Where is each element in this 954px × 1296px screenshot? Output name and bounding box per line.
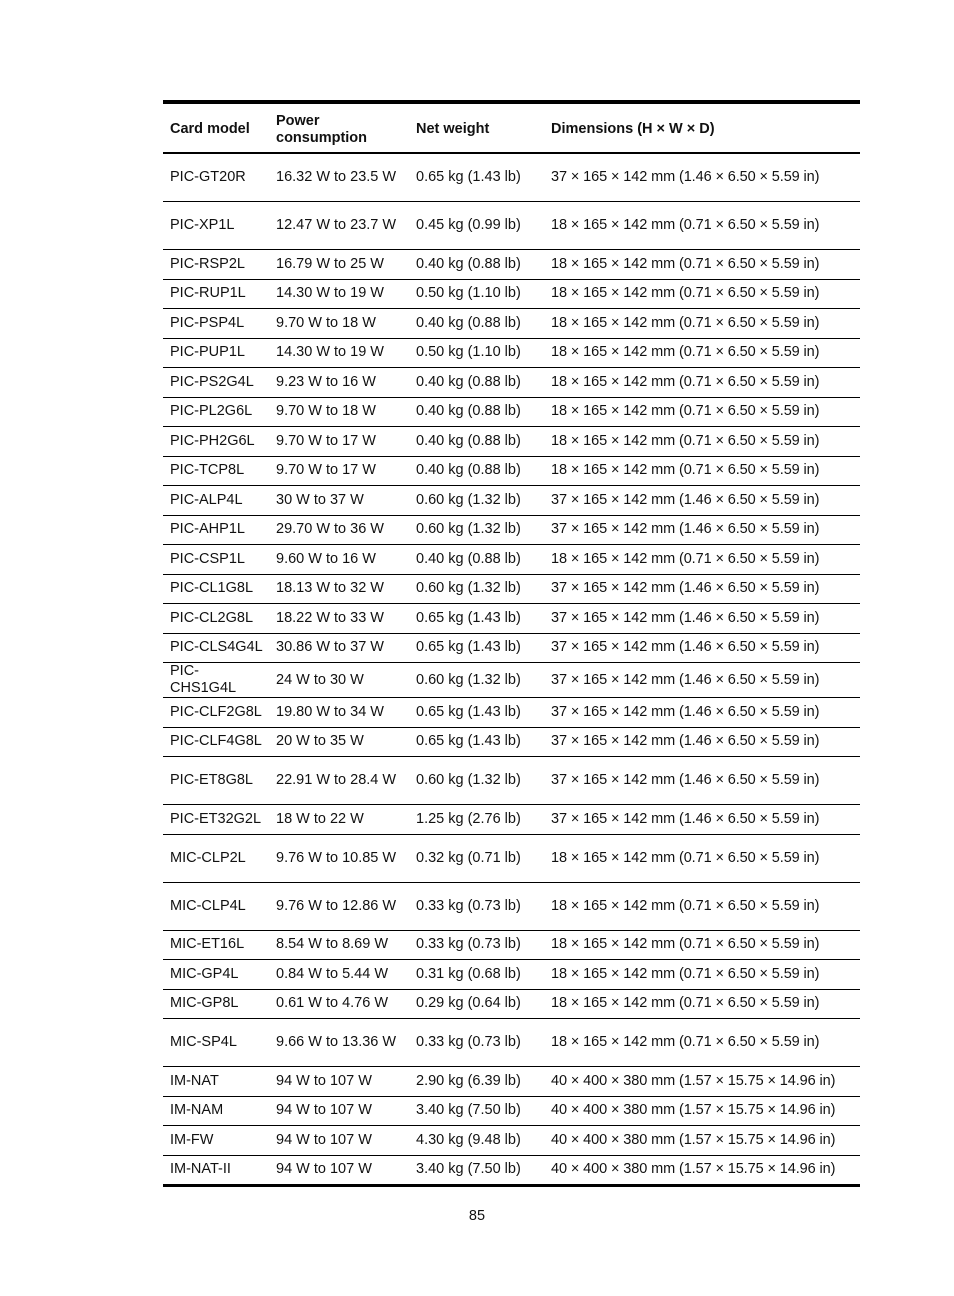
cell-dimensions: 37 × 165 × 142 mm (1.46 × 6.50 × 5.59 in) bbox=[544, 805, 860, 835]
table-header bbox=[163, 102, 860, 153]
header-card-model: Card model bbox=[163, 102, 269, 153]
table-row bbox=[163, 727, 860, 757]
cell-card-model: PIC-TCP8L bbox=[163, 456, 269, 486]
cell-power-consumption: 22.91 W to 28.4 W bbox=[269, 757, 409, 805]
table-row bbox=[163, 153, 860, 202]
header-net-weight: Net weight bbox=[409, 102, 544, 153]
cell-power-consumption: 16.32 W to 23.5 W bbox=[269, 153, 409, 202]
cell-card-model: PIC-CL2G8L bbox=[163, 604, 269, 634]
table-row bbox=[163, 545, 860, 575]
cell-dimensions: 18 × 165 × 142 mm (0.71 × 6.50 × 5.59 in) bbox=[544, 545, 860, 575]
page-number: 85 bbox=[468, 1208, 486, 1224]
cell-dimensions: 37 × 165 × 142 mm (1.46 × 6.50 × 5.59 in) bbox=[544, 153, 860, 202]
cell-net-weight: 3.40 kg (7.50 lb) bbox=[409, 1096, 544, 1126]
table-row bbox=[163, 834, 860, 882]
table-row bbox=[163, 486, 860, 516]
cell-card-model: PIC-RSP2L bbox=[163, 250, 269, 280]
cell-dimensions: 18 × 165 × 142 mm (0.71 × 6.50 × 5.59 in) bbox=[544, 882, 860, 930]
cell-dimensions: 37 × 165 × 142 mm (1.46 × 6.50 × 5.59 in) bbox=[544, 604, 860, 634]
table-row bbox=[163, 202, 860, 250]
table-row bbox=[163, 1096, 860, 1126]
cell-card-model: PIC-CLS4G4L bbox=[163, 633, 269, 663]
cell-dimensions: 18 × 165 × 142 mm (0.71 × 6.50 × 5.59 in) bbox=[544, 930, 860, 960]
table-row bbox=[163, 338, 860, 368]
cell-dimensions: 18 × 165 × 142 mm (0.71 × 6.50 × 5.59 in) bbox=[544, 202, 860, 250]
table-row bbox=[163, 309, 860, 339]
table-row bbox=[163, 698, 860, 728]
table-row bbox=[163, 1155, 860, 1186]
cell-net-weight: 0.60 kg (1.32 lb) bbox=[409, 486, 544, 516]
cell-card-model: IM-NAT-II bbox=[170, 1161, 231, 1178]
cell-power-consumption: 20 W to 35 W bbox=[269, 727, 409, 757]
table-row bbox=[163, 805, 860, 835]
header-row bbox=[163, 102, 860, 153]
cell-card-model: MIC-CLP2L bbox=[163, 834, 269, 882]
cell-dimensions: 37 × 165 × 142 mm (1.46 × 6.50 × 5.59 in) bbox=[544, 633, 860, 663]
cell-card-model: PIC-PUP1L bbox=[163, 338, 269, 368]
cell-net-weight: 0.40 kg (0.88 lb) bbox=[409, 368, 544, 398]
table-row bbox=[163, 757, 860, 805]
cell-net-weight: 0.40 kg (0.88 lb) bbox=[409, 456, 544, 486]
cell-net-weight: 0.60 kg (1.32 lb) bbox=[409, 663, 544, 698]
cell-card-model: PIC-CLF4G8L bbox=[163, 727, 269, 757]
cell-dimensions: 18 × 165 × 142 mm (0.71 × 6.50 × 5.59 in) bbox=[544, 338, 860, 368]
cell-dimensions: 18 × 165 × 142 mm (0.71 × 6.50 × 5.59 in) bbox=[544, 1019, 860, 1067]
cell-card-model: PIC-PS2G4L bbox=[163, 368, 269, 398]
cell-net-weight: 0.50 kg (1.10 lb) bbox=[409, 338, 544, 368]
cell-power-consumption: 0.61 W to 4.76 W bbox=[269, 989, 409, 1019]
cell-net-weight: 0.60 kg (1.32 lb) bbox=[409, 574, 544, 604]
cell-power-consumption: 9.70 W to 18 W bbox=[269, 397, 409, 427]
cell-net-weight: 0.40 kg (0.88 lb) bbox=[409, 427, 544, 457]
cell-power-consumption: 9.76 W to 10.85 W bbox=[269, 834, 409, 882]
table-row bbox=[163, 368, 860, 398]
cell-power-consumption: 9.70 W to 17 W bbox=[269, 427, 409, 457]
cell-card-model: MIC-CLP4L bbox=[163, 882, 269, 930]
cell-dimensions: 37 × 165 × 142 mm (1.46 × 6.50 × 5.59 in) bbox=[544, 727, 860, 757]
cell-power-consumption: 9.23 W to 16 W bbox=[269, 368, 409, 398]
specifications-table bbox=[163, 100, 860, 1187]
cell-card-model: PIC-CLF2G8L bbox=[163, 698, 269, 728]
cell-dimensions: 18 × 165 × 142 mm (0.71 × 6.50 × 5.59 in) bbox=[544, 456, 860, 486]
header-power-consumption: Power consumption bbox=[269, 102, 409, 153]
cell-card-model: PIC-PSP4L bbox=[163, 309, 269, 339]
cell-power-consumption: 29.70 W to 36 W bbox=[269, 515, 409, 545]
table-row bbox=[163, 250, 860, 280]
cell-power-consumption: 14.30 W to 19 W bbox=[269, 338, 409, 368]
cell-power-consumption: 18 W to 22 W bbox=[269, 805, 409, 835]
table-row bbox=[163, 604, 860, 634]
cell-card-model: PIC-PH2G6L bbox=[163, 427, 269, 457]
cell-card-model: PIC-ALP4L bbox=[163, 486, 269, 516]
cell-net-weight: 0.40 kg (0.88 lb) bbox=[409, 397, 544, 427]
table-row bbox=[163, 1067, 860, 1097]
cell-dimensions: 18 × 165 × 142 mm (0.71 × 6.50 × 5.59 in) bbox=[544, 427, 860, 457]
cell-dimensions: 18 × 165 × 142 mm (0.71 × 6.50 × 5.59 in) bbox=[544, 397, 860, 427]
cell-card-model: PIC-CSP1L bbox=[163, 545, 269, 575]
cell-card-model: PIC-PL2G6L bbox=[163, 397, 269, 427]
cell-dimensions: 37 × 165 × 142 mm (1.46 × 6.50 × 5.59 in) bbox=[544, 515, 860, 545]
cell-net-weight: 0.40 kg (0.88 lb) bbox=[409, 250, 544, 280]
cell-net-weight: 0.60 kg (1.32 lb) bbox=[409, 515, 544, 545]
cell-card-model: MIC-SP4L bbox=[163, 1019, 269, 1067]
table-row bbox=[163, 930, 860, 960]
cell-power-consumption: 30 W to 37 W bbox=[269, 486, 409, 516]
cell-net-weight: 0.65 kg (1.43 lb) bbox=[409, 604, 544, 634]
cell-power-consumption: 12.47 W to 23.7 W bbox=[269, 202, 409, 250]
cell-power-consumption: 94 W to 107 W bbox=[269, 1067, 409, 1097]
cell-card-model: PIC-AHP1L bbox=[163, 515, 269, 545]
cell-dimensions: 37 × 165 × 142 mm (1.46 × 6.50 × 5.59 in) bbox=[544, 663, 860, 698]
cell-dimensions: 18 × 165 × 142 mm (0.71 × 6.50 × 5.59 in) bbox=[544, 368, 860, 398]
cell-power-consumption: 8.54 W to 8.69 W bbox=[269, 930, 409, 960]
cell-net-weight: 0.60 kg (1.32 lb) bbox=[409, 757, 544, 805]
cell-card-model: PIC-CHS1G4L bbox=[163, 663, 269, 698]
cell-card-model: PIC-ET32G2L bbox=[163, 805, 269, 835]
cell-power-consumption: 94 W to 107 W bbox=[269, 1126, 409, 1156]
table-row bbox=[163, 633, 860, 663]
cell-card-model: IM-NAM bbox=[163, 1096, 269, 1126]
cell-dimensions: 18 × 165 × 142 mm (0.71 × 6.50 × 5.59 in) bbox=[544, 989, 860, 1019]
cell-card-model: MIC-GP4L bbox=[163, 960, 269, 990]
cell-power-consumption: 19.80 W to 34 W bbox=[269, 698, 409, 728]
cell-card-model: MIC-ET16L bbox=[163, 930, 269, 960]
cell-power-consumption: 9.70 W to 18 W bbox=[269, 309, 409, 339]
cell-power-consumption: 16.79 W to 25 W bbox=[269, 250, 409, 280]
cell-dimensions: 40 × 400 × 380 mm (1.57 × 15.75 × 14.96 in) bbox=[544, 1096, 860, 1126]
table-row bbox=[163, 279, 860, 309]
cell-net-weight: 0.33 kg (0.73 lb) bbox=[409, 1019, 544, 1067]
cell-net-weight: 0.45 kg (0.99 lb) bbox=[409, 202, 544, 250]
cell-power-consumption: 24 W to 30 W bbox=[269, 663, 409, 698]
cell-card-model: PIC-ET8G8L bbox=[163, 757, 269, 805]
cell-net-weight: 0.50 kg (1.10 lb) bbox=[409, 279, 544, 309]
cell-dimensions: 37 × 165 × 142 mm (1.46 × 6.50 × 5.59 in) bbox=[544, 698, 860, 728]
cell-dimensions: 37 × 165 × 142 mm (1.46 × 6.50 × 5.59 in) bbox=[544, 757, 860, 805]
cell-net-weight: 0.29 kg (0.64 lb) bbox=[409, 989, 544, 1019]
cell-net-weight: 0.33 kg (0.73 lb) bbox=[409, 930, 544, 960]
table-row bbox=[163, 960, 860, 990]
cell-net-weight: 0.65 kg (1.43 lb) bbox=[409, 698, 544, 728]
cell-dimensions: 18 × 165 × 142 mm (0.71 × 6.50 × 5.59 in) bbox=[544, 250, 860, 280]
cell-card-model: PIC-RUP1L bbox=[163, 279, 269, 309]
table-body bbox=[163, 153, 860, 1186]
cell-dimensions: 18 × 165 × 142 mm (0.71 × 6.50 × 5.59 in) bbox=[544, 960, 860, 990]
table-row bbox=[163, 989, 860, 1019]
cell-dimensions: 18 × 165 × 142 mm (0.71 × 6.50 × 5.59 in) bbox=[544, 834, 860, 882]
cell-net-weight: 0.65 kg (1.43 lb) bbox=[409, 633, 544, 663]
cell-net-weight: 1.25 kg (2.76 lb) bbox=[409, 805, 544, 835]
table-row bbox=[163, 574, 860, 604]
cell-dimensions: 40 × 400 × 380 mm (1.57 × 15.75 × 14.96 in) bbox=[544, 1126, 860, 1156]
cell-power-consumption: 9.66 W to 13.36 W bbox=[269, 1019, 409, 1067]
cell-power-consumption: 94 W to 107 W bbox=[276, 1161, 372, 1178]
cell-net-weight: 2.90 kg (6.39 lb) bbox=[409, 1067, 544, 1097]
cell-net-weight: 4.30 kg (9.48 lb) bbox=[409, 1126, 544, 1156]
cell-card-model: PIC-CL1G8L bbox=[163, 574, 269, 604]
cell-card-model: PIC-XP1L bbox=[163, 202, 269, 250]
cell-dimensions: 37 × 165 × 142 mm (1.46 × 6.50 × 5.59 in) bbox=[544, 574, 860, 604]
cell-net-weight: 3.40 kg (7.50 lb) bbox=[416, 1161, 521, 1178]
cell-power-consumption: 18.22 W to 33 W bbox=[269, 604, 409, 634]
cell-dimensions: 40 × 400 × 380 mm (1.57 × 15.75 × 14.96 in) bbox=[544, 1067, 860, 1097]
cell-net-weight: 0.40 kg (0.88 lb) bbox=[409, 309, 544, 339]
cell-net-weight: 0.33 kg (0.73 lb) bbox=[409, 882, 544, 930]
table-row bbox=[163, 397, 860, 427]
cell-net-weight: 0.31 kg (0.68 lb) bbox=[409, 960, 544, 990]
cell-dimensions: 18 × 165 × 142 mm (0.71 × 6.50 × 5.59 in) bbox=[544, 309, 860, 339]
table-row bbox=[163, 1126, 860, 1156]
cell-power-consumption: 9.70 W to 17 W bbox=[269, 456, 409, 486]
cell-power-consumption: 9.60 W to 16 W bbox=[269, 545, 409, 575]
table-row bbox=[163, 663, 860, 698]
cell-net-weight: 0.65 kg (1.43 lb) bbox=[409, 727, 544, 757]
table-row bbox=[163, 882, 860, 930]
cell-power-consumption: 14.30 W to 19 W bbox=[269, 279, 409, 309]
cell-card-model: IM-NAT bbox=[163, 1067, 269, 1097]
cell-dimensions: 40 × 400 × 380 mm (1.57 × 15.75 × 14.96 in) bbox=[551, 1161, 836, 1178]
cell-net-weight: 0.40 kg (0.88 lb) bbox=[409, 545, 544, 575]
cell-dimensions: 18 × 165 × 142 mm (0.71 × 6.50 × 5.59 in) bbox=[544, 279, 860, 309]
cell-net-weight: 0.65 kg (1.43 lb) bbox=[409, 153, 544, 202]
cell-power-consumption: 0.84 W to 5.44 W bbox=[269, 960, 409, 990]
cell-power-consumption: 94 W to 107 W bbox=[269, 1096, 409, 1126]
table-row bbox=[163, 456, 860, 486]
cell-power-consumption: 30.86 W to 37 W bbox=[269, 633, 409, 663]
cell-net-weight: 0.32 kg (0.71 lb) bbox=[409, 834, 544, 882]
table-row bbox=[163, 515, 860, 545]
cell-card-model: PIC-GT20R bbox=[163, 153, 269, 202]
header-dimensions: Dimensions (H × W × D) bbox=[544, 102, 860, 153]
table-row bbox=[163, 427, 860, 457]
cell-dimensions: 37 × 165 × 142 mm (1.46 × 6.50 × 5.59 in) bbox=[544, 486, 860, 516]
cell-power-consumption: 9.76 W to 12.86 W bbox=[269, 882, 409, 930]
table-row bbox=[163, 1019, 860, 1067]
cell-card-model: MIC-GP8L bbox=[163, 989, 269, 1019]
cell-card-model: IM-FW bbox=[163, 1126, 269, 1156]
cell-power-consumption: 18.13 W to 32 W bbox=[269, 574, 409, 604]
